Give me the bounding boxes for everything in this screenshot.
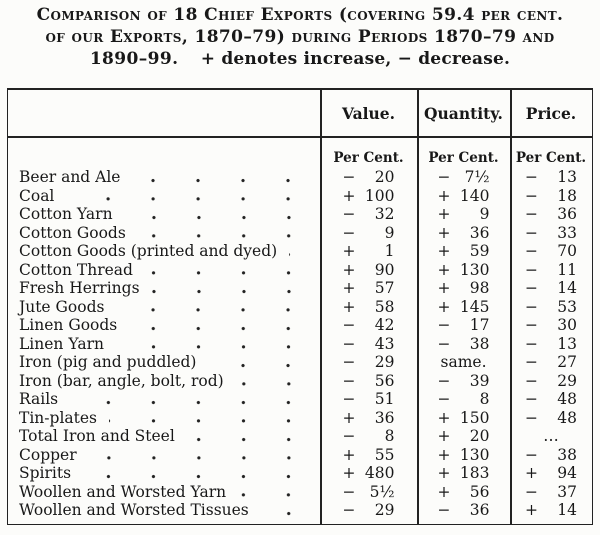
item-name: Cotton Goods (printed and dyed) xyxy=(19,242,278,260)
price-cell: − 13 xyxy=(525,168,577,186)
subheader-quantity: Per Cent. xyxy=(428,150,499,166)
table-row xyxy=(8,464,592,483)
leader-dots xyxy=(66,187,312,206)
item-name: Fresh Herrings xyxy=(19,279,140,297)
item-name: Jute Goods xyxy=(19,297,105,316)
price-cell: − 11 xyxy=(525,260,577,279)
item-name-cell xyxy=(8,464,320,483)
value-cell: − 51 xyxy=(342,390,395,408)
quantity-cell: + 130 xyxy=(437,260,490,279)
value-cell: + 58 xyxy=(342,297,395,316)
quantity-cell: same. xyxy=(440,353,487,371)
item-name: Linen Goods xyxy=(19,316,118,334)
price-cell: + 14 xyxy=(525,501,577,519)
item-name-cell xyxy=(8,335,320,354)
table-row xyxy=(8,168,592,187)
item-name-cell xyxy=(8,187,320,206)
quantity-cell: − 17 xyxy=(437,316,490,334)
column-divider xyxy=(510,90,512,524)
title-line-1: Comparison of 18 Chief Exports (covering 59.4 per cent. xyxy=(36,5,564,25)
item-name-cell xyxy=(8,242,320,261)
price-cell: − 13 xyxy=(525,334,577,353)
leader-dots xyxy=(109,409,312,428)
quantity-cell: + 20 xyxy=(437,427,490,445)
value-cell: − 56 xyxy=(342,371,395,390)
value-cell: + 90 xyxy=(342,260,395,279)
leader-dots xyxy=(116,298,312,317)
value-cell: − 8 xyxy=(342,427,395,445)
subheader-price: Per Cent. xyxy=(515,150,587,166)
item-name-cell xyxy=(8,316,320,335)
price-cell: … xyxy=(543,427,559,445)
quantity-cell: + 140 xyxy=(437,186,490,205)
price-cell: − 53 xyxy=(525,297,577,316)
value-cell: + 55 xyxy=(342,445,395,464)
item-name-cell xyxy=(8,353,320,372)
item-name-cell xyxy=(8,427,320,446)
leader-dots xyxy=(238,483,312,502)
price-cell: − 27 xyxy=(525,353,577,371)
table-row xyxy=(8,372,592,391)
leader-dots xyxy=(83,464,312,483)
header-value: Value. xyxy=(341,103,396,123)
table-row xyxy=(8,316,592,335)
table-body xyxy=(8,136,592,520)
item-name: Cotton Thread xyxy=(19,260,133,279)
header-price: Price. xyxy=(525,103,577,123)
leader-dots xyxy=(261,501,312,520)
price-cell: − 30 xyxy=(525,316,577,334)
leader-dots xyxy=(132,168,312,187)
table-row xyxy=(8,187,592,206)
quantity-cell: + 59 xyxy=(437,242,490,260)
item-name: Woollen and Worsted Tissues xyxy=(19,501,249,519)
table-row xyxy=(8,279,592,298)
item-name-cell xyxy=(8,224,320,243)
subheader-value: Per Cent. xyxy=(333,150,404,166)
leader-dots xyxy=(125,205,312,224)
price-cell: + 94 xyxy=(525,464,577,482)
price-cell: − 48 xyxy=(525,408,577,427)
leader-dots xyxy=(129,316,312,335)
title-line-3 xyxy=(0,48,600,70)
leader-dots xyxy=(70,390,312,409)
item-name: Iron (bar, angle, bolt, rod) xyxy=(19,371,224,390)
header-divider xyxy=(8,136,592,138)
leader-dots xyxy=(289,242,312,261)
item-name: Beer and Ale xyxy=(19,168,121,186)
column-divider xyxy=(417,90,419,524)
quantity-cell: + 130 xyxy=(437,445,490,464)
item-name: Linen Yarn xyxy=(19,334,104,353)
quantity-cell: − 39 xyxy=(437,371,490,390)
item-name-cell xyxy=(8,298,320,317)
quantity-cell: − 8 xyxy=(437,390,490,408)
value-cell: + 1 xyxy=(342,242,395,260)
value-cell: − 29 xyxy=(342,501,395,519)
value-cell: − 20 xyxy=(342,168,395,186)
item-name-cell xyxy=(8,483,320,502)
leader-dots xyxy=(138,224,312,243)
table-row xyxy=(8,483,592,502)
table-row xyxy=(8,501,592,520)
title-years: 1890–99. xyxy=(89,49,179,69)
price-cell: − 70 xyxy=(525,242,577,260)
leader-dots xyxy=(145,261,312,280)
item-name-cell xyxy=(8,501,320,520)
item-name: Woollen and Worsted Yarn xyxy=(19,482,227,501)
table-row xyxy=(8,224,592,243)
leader-dots xyxy=(152,279,312,298)
price-cell: − 36 xyxy=(525,205,577,223)
item-name: Copper xyxy=(19,445,77,464)
quantity-cell: + 36 xyxy=(437,223,490,242)
item-name: Total Iron and Steel xyxy=(19,427,175,445)
price-cell: − 18 xyxy=(525,186,577,205)
quantity-cell: + 9 xyxy=(437,205,490,223)
quantity-cell: − 36 xyxy=(437,501,490,519)
item-name-cell xyxy=(8,446,320,465)
quantity-cell: + 150 xyxy=(437,408,490,427)
value-cell: − 9 xyxy=(342,223,395,242)
leader-dots xyxy=(89,446,312,465)
quantity-cell: + 56 xyxy=(437,482,490,501)
item-name: Coal xyxy=(19,186,55,205)
item-name-cell xyxy=(8,205,320,224)
value-cell: − 42 xyxy=(342,316,395,334)
price-cell: − 33 xyxy=(525,223,577,242)
quantity-cell: − 7½ xyxy=(437,168,490,186)
price-cell: − 37 xyxy=(525,482,577,501)
title-legend: + denotes increase, − decrease. xyxy=(200,49,511,69)
value-cell: − 5½ xyxy=(342,482,395,501)
table-header-row xyxy=(8,90,592,136)
exports-comparison-table xyxy=(7,88,593,525)
quantity-cell: + 183 xyxy=(437,464,490,482)
leader-dots xyxy=(236,372,312,391)
price-cell: − 38 xyxy=(525,445,577,464)
item-name: Rails xyxy=(19,390,59,408)
table-row xyxy=(8,335,592,354)
table-row xyxy=(8,390,592,409)
value-cell: − 32 xyxy=(342,205,395,223)
title-line-2: of our Exports, 1870–79) during Periods 1870–79 and xyxy=(45,27,555,47)
value-cell: + 57 xyxy=(342,279,395,297)
table-row xyxy=(8,446,592,465)
item-name: Cotton Goods xyxy=(19,223,126,242)
item-name-cell xyxy=(8,409,320,428)
price-cell: − 48 xyxy=(525,390,577,408)
value-cell: + 100 xyxy=(342,186,395,205)
item-name-cell xyxy=(8,372,320,391)
item-name-cell xyxy=(8,390,320,409)
column-divider xyxy=(320,90,322,524)
table-row xyxy=(8,353,592,372)
quantity-cell: − 38 xyxy=(437,334,490,353)
item-name: Cotton Yarn xyxy=(19,205,113,223)
header-quantity: Quantity. xyxy=(424,103,503,123)
value-cell: + 480 xyxy=(342,464,395,482)
leader-dots xyxy=(208,353,312,372)
quantity-cell: + 98 xyxy=(437,279,490,297)
quantity-cell: + 145 xyxy=(437,297,490,316)
value-cell: − 29 xyxy=(342,353,395,371)
table-row xyxy=(8,242,592,261)
item-name: Iron (pig and puddled) xyxy=(19,353,197,371)
price-cell: − 14 xyxy=(525,279,577,297)
table-row xyxy=(8,427,592,446)
table-row xyxy=(8,409,592,428)
item-name-cell xyxy=(8,168,320,187)
item-name-cell xyxy=(8,261,320,280)
leader-dots xyxy=(116,335,312,354)
leader-dots xyxy=(187,427,312,446)
item-name: Tin-plates xyxy=(19,408,97,427)
table-row xyxy=(8,205,592,224)
table-row xyxy=(8,298,592,317)
table-row xyxy=(8,261,592,280)
page-title xyxy=(0,4,600,70)
value-cell: − 43 xyxy=(342,334,395,353)
value-cell: + 36 xyxy=(342,408,395,427)
item-name-cell xyxy=(8,279,320,298)
item-name: Spirits xyxy=(19,464,72,482)
header-item-column xyxy=(8,90,320,136)
price-cell: − 29 xyxy=(525,371,577,390)
subheader-row xyxy=(8,149,592,168)
